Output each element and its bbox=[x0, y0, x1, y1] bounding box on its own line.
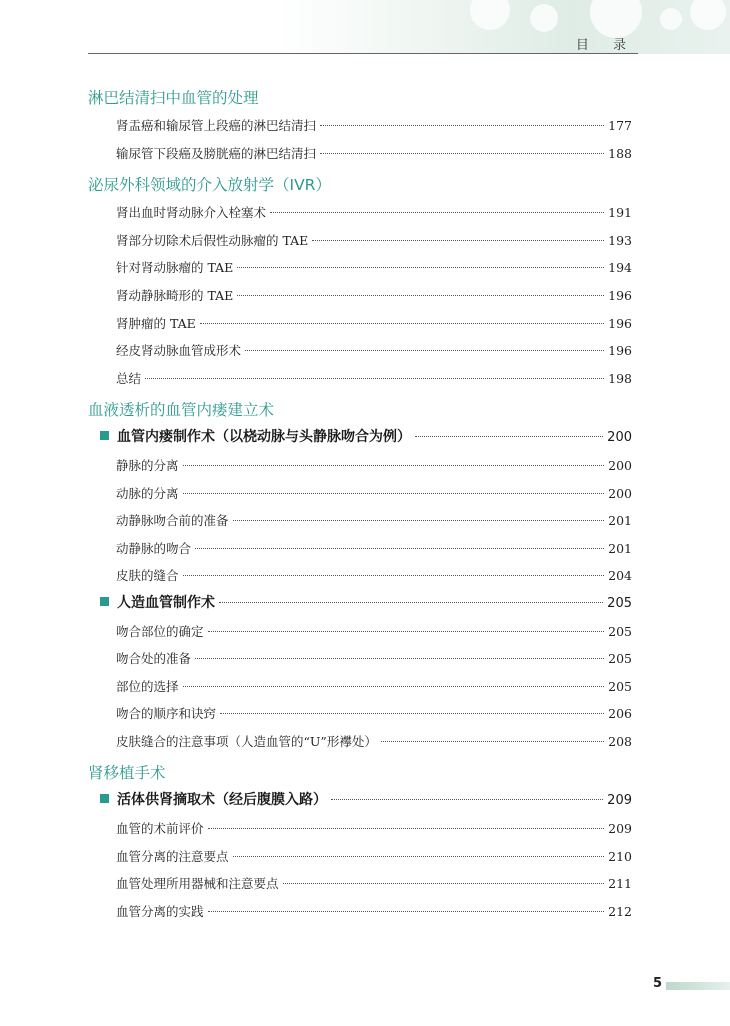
toc-entry[interactable] bbox=[88, 199, 632, 227]
dot-leader bbox=[283, 883, 605, 884]
toc-entry[interactable] bbox=[88, 870, 632, 898]
toc-page-number: 208 bbox=[608, 733, 632, 749]
decor-bubble bbox=[530, 4, 558, 32]
toc-entry[interactable] bbox=[88, 700, 632, 728]
toc-entry-title: 针对肾动脉瘤的 TAE bbox=[116, 260, 234, 276]
toc-section-heading: 肾移植手术 bbox=[88, 764, 166, 783]
dot-leader bbox=[200, 323, 604, 324]
toc-entry-title: 输尿管下段癌及膀胱癌的淋巴结清扫 bbox=[116, 145, 317, 161]
toc-entry[interactable] bbox=[88, 310, 632, 338]
toc-subsection[interactable] bbox=[88, 590, 632, 618]
dot-leader bbox=[233, 856, 605, 857]
dot-leader bbox=[145, 378, 604, 379]
toc-entry-title: 吻合部位的确定 bbox=[116, 623, 204, 639]
toc-page-number: 196 bbox=[608, 287, 632, 303]
toc-entry-title: 肾部分切除术后假性动脉瘤的 TAE bbox=[116, 232, 309, 248]
decor-bubble bbox=[690, 0, 726, 30]
dot-leader bbox=[245, 350, 604, 351]
toc-section-heading: 血液透析的血管内瘘建立术 bbox=[88, 401, 275, 420]
dot-leader bbox=[195, 658, 604, 659]
toc-entry-title: 吻合的顺序和诀窍 bbox=[116, 706, 217, 722]
toc-entry-title: 肾动静脉畸形的 TAE bbox=[116, 287, 234, 303]
toc-entry-title: 动静脉吻合前的准备 bbox=[116, 513, 229, 529]
toc-page-number: 193 bbox=[608, 232, 632, 248]
square-bullet-icon bbox=[100, 794, 109, 803]
toc-page-number: 191 bbox=[608, 205, 632, 221]
toc-entry[interactable] bbox=[88, 618, 632, 646]
toc-entry-title: 血管处理所用器械和注意要点 bbox=[116, 876, 279, 892]
table-of-contents bbox=[88, 84, 632, 925]
toc-page-number: 204 bbox=[608, 568, 632, 584]
dot-leader bbox=[195, 548, 604, 549]
dot-leader bbox=[331, 799, 603, 800]
toc-entry[interactable] bbox=[88, 645, 632, 673]
toc-page-number: 209 bbox=[607, 793, 632, 809]
toc-entry-title: 肾盂癌和输尿管上段癌的淋巴结清扫 bbox=[116, 118, 317, 133]
toc-entry-title: 总结 bbox=[116, 370, 142, 386]
dot-leader bbox=[312, 240, 604, 241]
toc-entry-title: 血管内瘘制作术（以桡动脉与头静脉吻合为例） bbox=[117, 429, 411, 446]
dot-leader bbox=[183, 686, 605, 687]
dot-leader bbox=[208, 828, 605, 829]
header-title: 目 录 bbox=[575, 38, 636, 53]
toc-entry-title: 吻合处的准备 bbox=[116, 651, 192, 667]
page-number: 5 bbox=[652, 976, 662, 991]
page-number-bar bbox=[666, 982, 730, 990]
toc-entry-title: 活体供肾摘取术（经后腹膜入路） bbox=[117, 792, 327, 809]
toc-entry-title: 血管分离的实践 bbox=[116, 903, 204, 919]
toc-section-heading: 泌尿外科领域的介入放射学（IVR） bbox=[88, 176, 331, 195]
toc-page-number: 205 bbox=[608, 678, 632, 694]
toc-page-number: 212 bbox=[608, 903, 632, 919]
toc-page-number: 210 bbox=[608, 848, 632, 864]
toc-page-number: 201 bbox=[608, 513, 632, 529]
toc-page-number: 177 bbox=[608, 118, 632, 133]
dot-leader bbox=[270, 212, 604, 213]
toc-entry[interactable] bbox=[88, 728, 632, 756]
toc-entry-title: 动脉的分离 bbox=[116, 485, 179, 501]
toc-entry[interactable] bbox=[88, 843, 632, 871]
decor-bubble bbox=[660, 8, 682, 30]
toc-entry[interactable] bbox=[88, 898, 632, 926]
toc-entry[interactable] bbox=[88, 507, 632, 535]
toc-page-number: 196 bbox=[608, 315, 632, 331]
dot-leader bbox=[320, 125, 604, 126]
dot-leader bbox=[237, 267, 604, 268]
decor-bubble bbox=[470, 0, 510, 30]
dot-leader bbox=[183, 465, 605, 466]
toc-page-number: 209 bbox=[608, 821, 632, 837]
header-rule bbox=[88, 53, 638, 54]
toc-entry-title: 动静脉的吻合 bbox=[116, 540, 192, 556]
toc-entry-title: 静脉的分离 bbox=[116, 457, 179, 473]
dot-leader bbox=[183, 493, 605, 494]
toc-subsection[interactable] bbox=[88, 787, 632, 815]
toc-entry-title: 部位的选择 bbox=[116, 678, 179, 694]
toc-entry[interactable] bbox=[88, 535, 632, 563]
toc-subsection[interactable] bbox=[88, 424, 632, 452]
toc-page-number: 206 bbox=[608, 706, 632, 722]
decor-bubble bbox=[590, 0, 642, 38]
toc-section-heading: 淋巴结清扫中血管的处理 bbox=[88, 89, 259, 107]
dot-leader bbox=[220, 713, 604, 714]
dot-leader bbox=[219, 602, 603, 603]
toc-entry[interactable] bbox=[88, 254, 632, 282]
dot-leader bbox=[381, 741, 604, 742]
dot-leader bbox=[233, 520, 605, 521]
dot-leader bbox=[183, 575, 605, 576]
toc-entry[interactable] bbox=[88, 673, 632, 701]
toc-entry-title: 皮肤缝合的注意事项（人造血管的“U”形襻处） bbox=[116, 733, 377, 749]
toc-entry[interactable] bbox=[88, 815, 632, 843]
toc-entry[interactable] bbox=[88, 337, 632, 365]
toc-entry-title: 肾出血时肾动脉介入栓塞术 bbox=[116, 205, 267, 221]
toc-page-number: 201 bbox=[608, 540, 632, 556]
toc-entry[interactable] bbox=[88, 480, 632, 508]
toc-page-number: 198 bbox=[608, 370, 632, 386]
dot-leader bbox=[320, 153, 604, 154]
toc-page-number: 205 bbox=[608, 623, 632, 639]
toc-entry-title: 血管的术前评价 bbox=[116, 821, 204, 837]
toc-entry[interactable] bbox=[88, 112, 632, 140]
toc-page-number: 188 bbox=[608, 145, 632, 161]
square-bullet-icon bbox=[100, 597, 109, 606]
toc-page-number: 200 bbox=[608, 457, 632, 473]
dot-leader bbox=[415, 436, 603, 437]
toc-page-number: 205 bbox=[607, 595, 632, 611]
toc-entry-title: 皮肤的缝合 bbox=[116, 568, 179, 584]
toc-entry[interactable] bbox=[88, 365, 632, 393]
toc-page-number: 194 bbox=[608, 260, 632, 276]
dot-leader bbox=[208, 631, 605, 632]
toc-page-number: 211 bbox=[608, 876, 632, 892]
toc-entry-title: 肾肿瘤的 TAE bbox=[116, 315, 196, 331]
toc-entry[interactable] bbox=[88, 282, 632, 310]
toc-page-number: 200 bbox=[608, 485, 632, 501]
dot-leader bbox=[208, 911, 605, 912]
toc-entry[interactable] bbox=[88, 227, 632, 255]
toc-page-number: 205 bbox=[608, 651, 632, 667]
square-bullet-icon bbox=[100, 431, 109, 440]
toc-page-number: 196 bbox=[608, 343, 632, 359]
toc-entry-title: 人造血管制作术 bbox=[117, 594, 215, 611]
toc-entry[interactable] bbox=[88, 140, 632, 168]
toc-entry-title: 经皮肾动脉血管成形术 bbox=[116, 343, 242, 359]
toc-entry[interactable] bbox=[88, 452, 632, 480]
dot-leader bbox=[237, 295, 604, 296]
toc-entry-title: 血管分离的注意要点 bbox=[116, 848, 229, 864]
toc-page-number: 200 bbox=[607, 430, 632, 446]
toc-entry[interactable] bbox=[88, 562, 632, 590]
